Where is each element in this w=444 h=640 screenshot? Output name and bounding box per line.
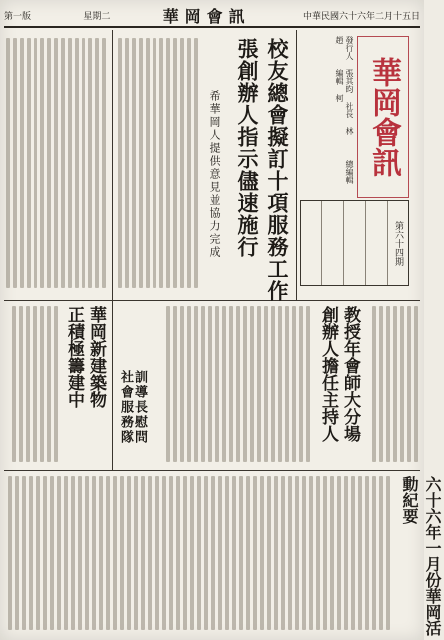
page-label: 第一版 [4,11,32,22]
divider [112,300,113,470]
headline-teachers: 教授年會師大分場 [340,306,360,442]
date-line: 中華民國六十六年二月十五日 [302,11,420,22]
alumni-body-text [118,38,198,294]
right-column-text [362,306,418,464]
headline-teachers-2: 創辦人擔任主持人 [318,306,338,442]
issue-cell [343,201,365,285]
headline-service: 訓導長慰問 [132,370,147,445]
strip-title: 華岡會訊 [162,6,251,26]
divider [296,30,297,300]
headline-alumni: 校友總會擬訂十項服務工作 [265,38,290,302]
publisher-line: 編輯 柯 [335,69,344,118]
weekday: 星期二 [83,11,111,22]
top-strip [4,4,420,28]
headline-building-2: 正積極籌建中 [64,306,84,408]
masthead-publisher [300,36,354,196]
headline-alumni-2: 張創辦人指示儘速施行 [235,38,260,258]
publisher-line: 發行人 張其昀 [345,36,354,93]
left-column-text [6,38,106,294]
headline-alumni-sub: 希華岡人提供意見並協力完成 [208,90,221,259]
issue-box [300,200,409,286]
headline-service-2: 社會服務隊 [118,370,133,445]
teachers-body-text [150,306,310,464]
divider [112,30,113,300]
masthead-title: 華岡會訊 [357,36,409,198]
calendar-body-text [6,476,390,634]
publisher-line: 總編輯 趙 [335,36,354,184]
issue-cell [321,201,343,285]
headline-building: 華岡新建築物 [86,306,106,408]
divider [4,300,420,301]
issue-cell [365,201,387,285]
building-body-text [6,306,58,464]
divider [4,470,420,471]
publisher-line: 社長 林 [345,102,354,151]
headline-calendar: 六十六年一月份華岡活動紀要 [400,476,442,636]
issue-number: 第六十四期 [387,201,409,285]
